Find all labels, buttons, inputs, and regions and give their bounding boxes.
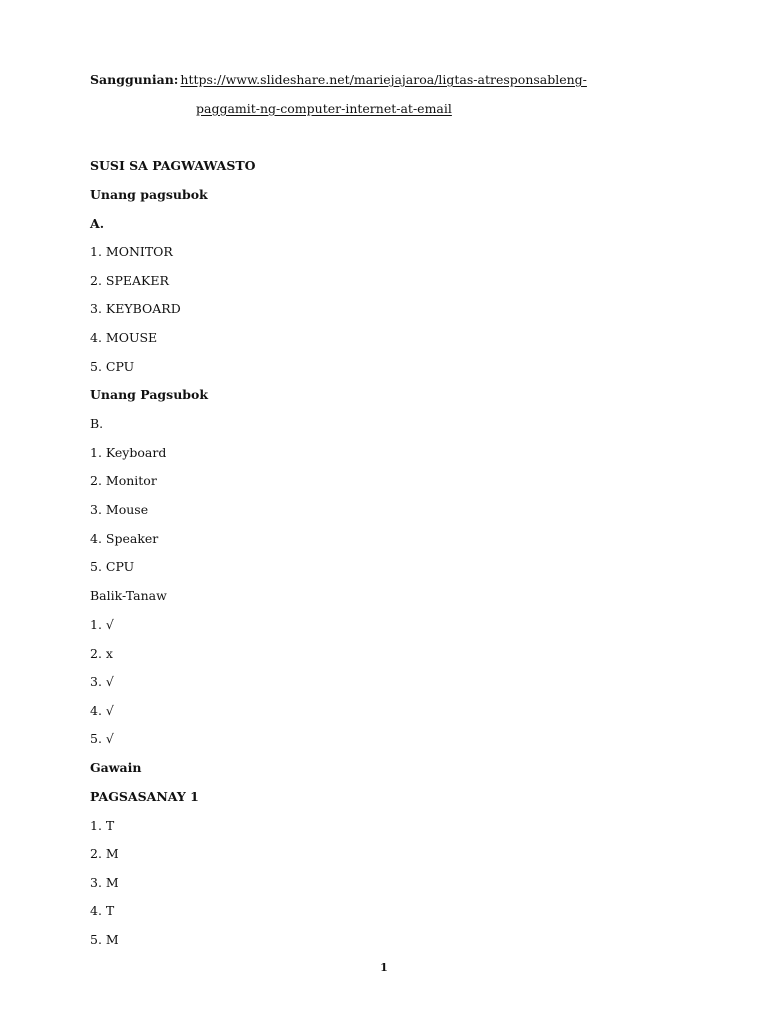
list-item: 1. Keyboard <box>90 445 167 460</box>
list-item: 2. M <box>90 846 119 861</box>
list-item: 5. CPU <box>90 359 135 374</box>
reference-label: Sanggunian: <box>90 72 179 87</box>
page-number: 1 <box>380 961 388 974</box>
list-item: 3. Mouse <box>90 502 149 517</box>
part-label-b: B. <box>90 416 104 431</box>
reference-url-part1[interactable]: https://www.slideshare.net/mariejajaroa/ligtas-atresponsableng- <box>180 72 587 87</box>
section-heading-balik-tanaw: Balik-Tanaw <box>90 588 167 603</box>
list-item: 1. MONITOR <box>90 244 173 259</box>
list-item: 1. √ <box>90 617 114 632</box>
list-item: 3. √ <box>90 674 114 689</box>
part-label-a: A. <box>90 216 105 231</box>
section-heading-unang-pagsubok-b: Unang Pagsubok <box>90 387 209 402</box>
subheading-pagsasanay-1: PAGSASANAY 1 <box>90 789 199 804</box>
list-item: 4. √ <box>90 703 114 718</box>
section-heading-gawain: Gawain <box>90 760 142 775</box>
list-item: 4. T <box>90 903 115 918</box>
list-item: 2. x <box>90 646 113 661</box>
reference-url-part2[interactable]: paggamit-ng-computer-internet-at-email <box>196 101 452 116</box>
list-item: 4. MOUSE <box>90 330 158 345</box>
list-item: 2. Monitor <box>90 473 157 488</box>
list-item: 5. √ <box>90 731 114 746</box>
section-heading-unang-pagsubok-a: Unang pagsubok <box>90 187 208 202</box>
answer-key-title: SUSI SA PAGWAWASTO <box>90 158 256 173</box>
list-item: 5. CPU <box>90 559 135 574</box>
list-item: 3. KEYBOARD <box>90 301 181 316</box>
reference-url-continuation <box>196 101 452 117</box>
list-item: 2. SPEAKER <box>90 273 169 288</box>
list-item: 5. M <box>90 932 119 947</box>
list-item: 3. M <box>90 875 119 890</box>
list-item: 1. T <box>90 818 115 833</box>
list-item: 4. Speaker <box>90 531 159 546</box>
reference-line <box>90 72 587 88</box>
